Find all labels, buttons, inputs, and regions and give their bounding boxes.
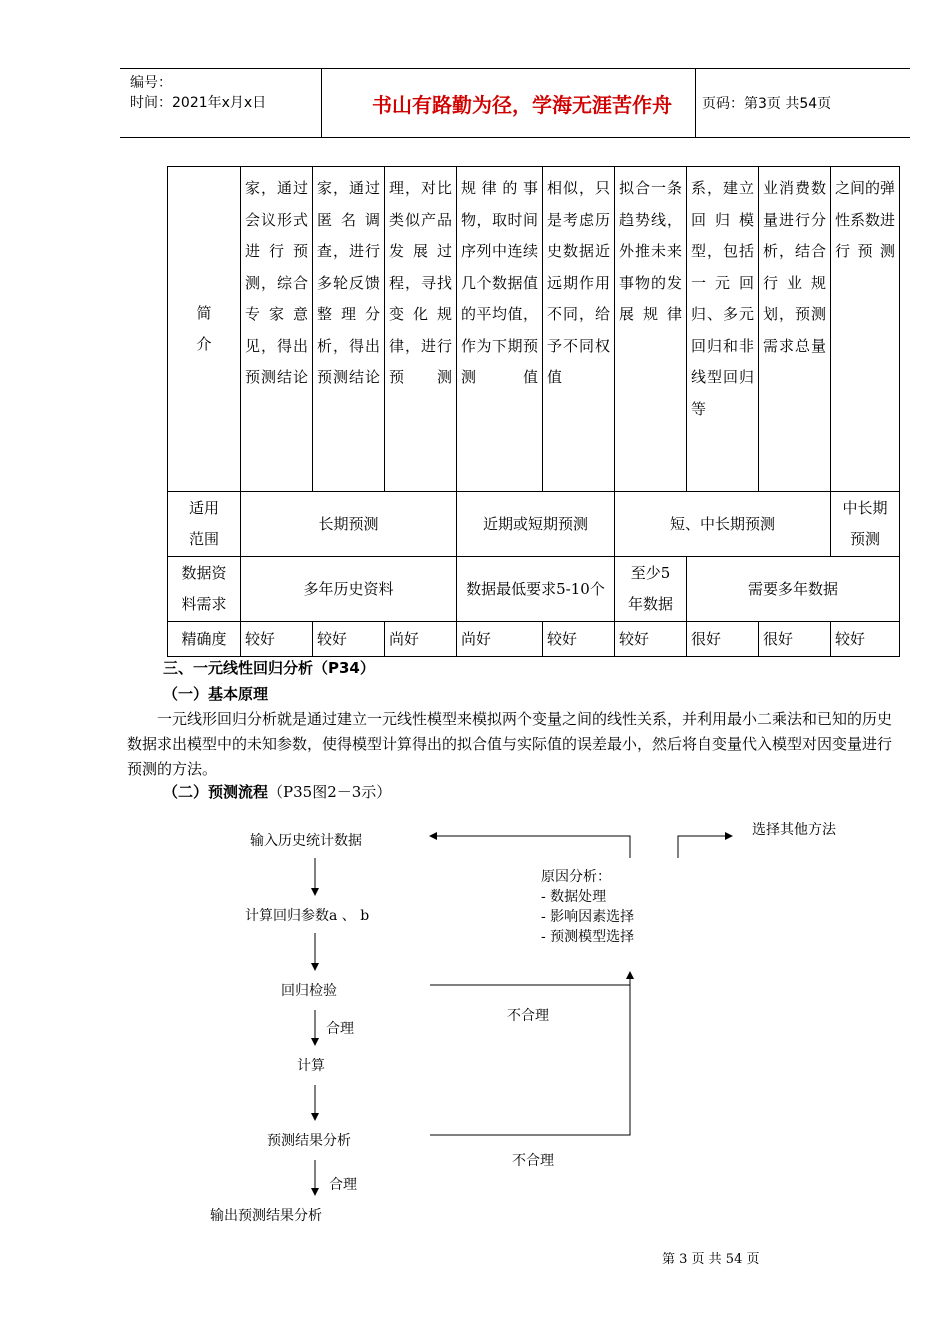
flow-unreasonable-label: 不合理 xyxy=(512,1153,554,1169)
table-cell: 很好 xyxy=(687,622,759,657)
table-cell: 近期或短期预测 xyxy=(457,492,615,557)
table-cell: 家，通过匿名调查，进行多轮反馈整理分析，得出预测结论 xyxy=(313,167,385,492)
table-cell: 相似，只是考虑历史数据近远期作用不同，给予不同权值 xyxy=(543,167,615,492)
table-cell: 较好 xyxy=(831,622,900,657)
table-cell: 长期预测 xyxy=(241,492,457,557)
table-cell: 很好 xyxy=(759,622,831,657)
subsection-title-process-ref: （P35图2－3示） xyxy=(268,783,392,801)
table-cell: 需要多年数据 xyxy=(687,557,900,622)
flow-calculate: 计算 xyxy=(297,1058,325,1074)
flow-reasonable-label: 合理 xyxy=(326,1021,354,1037)
table-cell: 数据最低要求5-10个 xyxy=(457,557,615,622)
flow-regression-test: 回归检验 xyxy=(281,983,337,999)
table-cell: 较好 xyxy=(615,622,687,657)
row-label-intro: 简介 xyxy=(168,167,241,492)
flow-result-analysis: 预测结果分析 xyxy=(267,1133,351,1149)
flow-output: 输出预测结果分析 xyxy=(210,1208,322,1224)
table-cell: 中长期预测 xyxy=(831,492,900,557)
cause-title: 原因分析： xyxy=(541,869,611,885)
principle-paragraph: 一元线形回归分析就是通过建立一元线性模型来模拟两个变量之间的线性关系，并利用最小二乘法和已知的历史数据求出模型中的未知参数，使得模型计算得出的拟合值与实际值的误差最小，然后将自变量代入模型对因变量进行预测的方法。 xyxy=(127,710,893,778)
other-method-arrow xyxy=(678,836,732,858)
cause-item: - 预测模型选择 xyxy=(541,929,635,945)
flow-unreasonable-label: 不合理 xyxy=(507,1008,549,1024)
flow-calc-params: 计算回归参数a 、 b xyxy=(245,908,370,924)
header-motto: 书山有路勤为径，学海无涯苦作舟 xyxy=(372,93,672,117)
header-page-number: 页码：第3页 共54页 xyxy=(702,96,832,112)
table-cell: 理，对比类似产品发展过程，寻找变化规律，进行预测 xyxy=(385,167,457,492)
flow-input-data: 输入历史统计数据 xyxy=(250,833,362,849)
table-cell: 系，建立回归模型，包括一元回归、多元回归和非线型回归等 xyxy=(687,167,759,492)
table-cell: 家，通过会议形式进行预测，综合专家意见，得出预测结论 xyxy=(241,167,313,492)
header-time: 时间：2021年x月x日 xyxy=(130,95,267,111)
row-label-accuracy: 精确度 xyxy=(168,622,241,657)
table-cell: 尚好 xyxy=(385,622,457,657)
flow-cause-analysis xyxy=(541,867,634,947)
table-cell: 较好 xyxy=(241,622,313,657)
table-cell: 短、中长期预测 xyxy=(615,492,831,557)
table-cell: 至少5年数据 xyxy=(615,557,687,622)
row-label-scope: 适用范围 xyxy=(168,492,241,557)
subsection-title-principle: （一）基本原理 xyxy=(163,685,269,703)
return-to-input-arrow xyxy=(430,836,630,858)
table-cell: 多年历史资料 xyxy=(241,557,457,622)
table-cell: 规律的事物，取时间序列中连续几个数据值的平均值，作为下期预测值 xyxy=(457,167,543,492)
table-cell: 之间的弹性系数进行预测 xyxy=(831,167,900,492)
table-cell: 业消费数量进行分析，结合行业规划，预测需求总量 xyxy=(759,167,831,492)
cause-item: - 数据处理 xyxy=(541,889,607,905)
table-cell: 尚好 xyxy=(457,622,543,657)
flow-other-methods: 选择其他方法 xyxy=(752,822,836,838)
table-cell: 较好 xyxy=(543,622,615,657)
subsection-title-process-bold: （二）预测流程 xyxy=(163,783,269,801)
table-cell: 较好 xyxy=(313,622,385,657)
header-number: 编号： xyxy=(130,75,172,91)
section-title: 三、一元线性回归分析（P34） xyxy=(163,659,375,677)
cause-item: - 影响因素选择 xyxy=(541,909,635,925)
flow-reasonable-label: 合理 xyxy=(329,1177,357,1193)
page-footer: 第 3 页 共 54 页 xyxy=(662,1252,760,1267)
row-label-data-need: 数据资料需求 xyxy=(168,557,241,622)
table-cell: 拟合一条趋势线，外推未来事物的发展规律 xyxy=(615,167,687,492)
